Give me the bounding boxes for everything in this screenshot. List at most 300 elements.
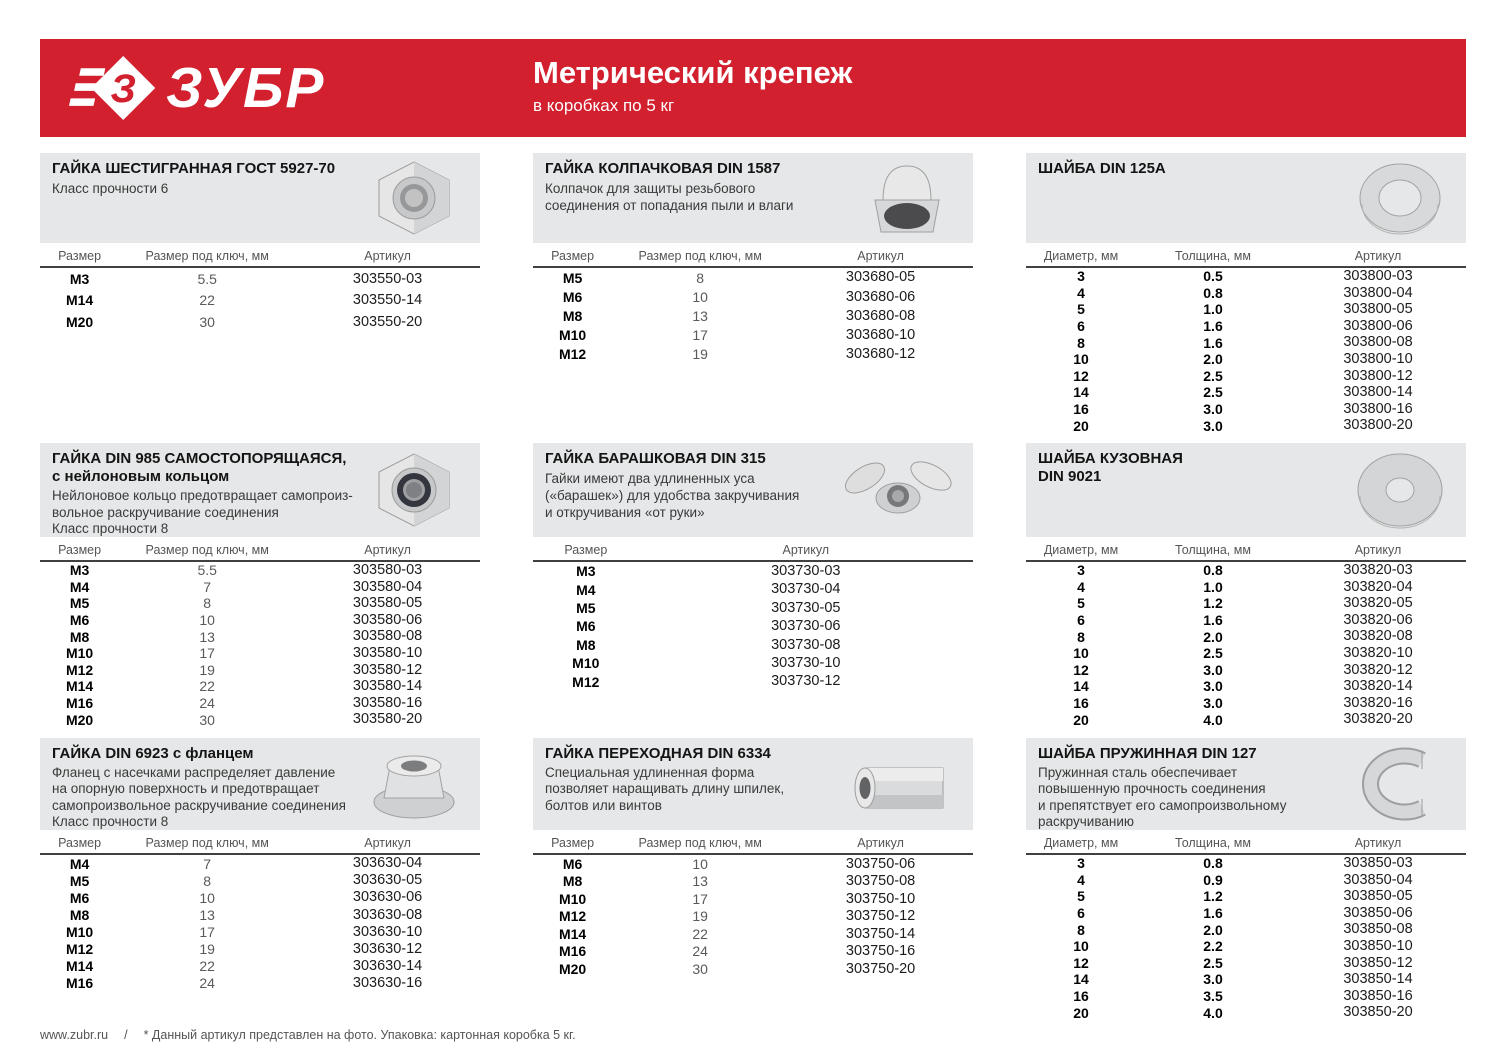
table-cell: M8	[69, 906, 90, 923]
product-description-line: болтов или винтов	[545, 797, 662, 813]
table-cell: 16	[1073, 695, 1089, 712]
table-cell: M14	[65, 292, 94, 309]
column-header: Размер	[58, 248, 102, 263]
product-description-line: раскручиванию	[1038, 814, 1135, 830]
table-cell: 303680-08	[845, 307, 916, 324]
product-description-line: Класс прочности 8	[52, 521, 169, 537]
table-cell: 303800-16	[1343, 400, 1413, 417]
product-description-line: Нейлоновое кольцо предотвращает самопроиз-	[52, 488, 353, 503]
table-row	[1026, 401, 1466, 418]
product-title: ГАЙКА ШЕСТИГРАННАЯ ГОСТ 5927-70	[52, 160, 336, 177]
column-header: Размер	[564, 542, 608, 557]
product-info-panel	[533, 443, 973, 537]
footer-separator: /	[124, 1028, 128, 1042]
table-cell: M12	[558, 346, 587, 363]
table-cell: 19	[692, 908, 708, 925]
table-cell: M16	[65, 975, 94, 992]
cap-nut-photo	[851, 158, 963, 238]
table-row	[533, 873, 973, 891]
table-cell: 303580-14	[352, 678, 423, 695]
column-header: Диаметр, мм	[1043, 248, 1119, 263]
product-size-table	[40, 855, 480, 992]
table-cell: 30	[199, 711, 215, 728]
table-row	[1026, 711, 1466, 728]
table-cell: 24	[199, 695, 215, 712]
table-row	[1026, 921, 1466, 938]
product-card-wing-nut-din-315	[533, 443, 973, 691]
table-cell: 3.0	[1203, 417, 1223, 434]
table-row	[1026, 855, 1466, 872]
table-cell: 24	[199, 975, 215, 992]
table-cell: 303580-20	[352, 711, 423, 728]
product-card-lock-nut-din-985	[40, 443, 480, 728]
table-cell: 13	[692, 873, 708, 890]
product-description-line: соединения от попадания пыли и влаги	[545, 198, 794, 213]
product-info-panel	[1026, 153, 1466, 243]
table-cell: 12	[1073, 661, 1089, 678]
product-card-spring-washer-din-127	[1026, 738, 1466, 1021]
table-cell: M5	[576, 599, 596, 616]
table-cell: 303820-06	[1343, 611, 1413, 628]
table-row	[40, 940, 480, 957]
table-column-headers	[533, 245, 973, 268]
table-cell: 303580-08	[352, 628, 423, 645]
table-cell: 19	[692, 346, 708, 363]
table-cell: 303550-20	[352, 313, 423, 330]
table-cell: M12	[572, 673, 600, 690]
table-cell: 2.0	[1203, 628, 1223, 645]
svg-text:З: З	[110, 67, 136, 112]
table-row	[533, 890, 973, 908]
table-cell: 303800-14	[1343, 384, 1413, 401]
column-header: Толщина, мм	[1175, 835, 1251, 850]
table-cell: 5	[1077, 301, 1085, 318]
table-column-headers	[1026, 245, 1466, 268]
table-cell: 303580-16	[352, 694, 423, 711]
table-cell: M16	[558, 943, 587, 960]
table-cell: 2.2	[1203, 938, 1223, 955]
table-cell: M8	[69, 628, 90, 645]
product-description-line: Класс прочности 8	[52, 814, 169, 830]
table-cell: 303750-06	[845, 855, 916, 872]
table-cell: 30	[199, 313, 215, 330]
column-header: Артикул	[1354, 835, 1402, 850]
table-cell: M3	[69, 562, 90, 579]
table-cell: 17	[199, 923, 215, 940]
table-cell: 303680-06	[845, 288, 916, 305]
table-cell: 6	[1077, 612, 1085, 629]
table-cell: 5.5	[197, 270, 217, 287]
table-cell: M6	[562, 855, 583, 872]
table-cell: 303850-08	[1343, 921, 1413, 938]
table-cell: 303680-12	[845, 346, 916, 363]
column-header: Толщина, мм	[1175, 248, 1251, 263]
product-title: ГАЙКА ПЕРЕХОДНАЯ DIN 6334	[545, 745, 771, 762]
product-size-table	[1026, 855, 1466, 1021]
product-info-panel	[1026, 443, 1466, 537]
product-info-panel	[40, 738, 480, 830]
table-cell: 24	[692, 943, 708, 960]
flat-washer-photo	[1344, 158, 1456, 238]
product-card-flange-nut-din-6923	[40, 738, 480, 992]
table-cell: 303750-08	[845, 873, 916, 889]
table-cell: 3	[1077, 268, 1085, 285]
table-cell: 303820-05	[1343, 595, 1413, 612]
table-cell: 303750-12	[845, 908, 916, 924]
product-description-line: самопроизвольное раскручивание соединения	[52, 797, 346, 813]
product-title: DIN 9021	[1038, 468, 1102, 485]
table-cell: 303800-06	[1343, 317, 1413, 334]
table-cell: 303630-08	[352, 906, 423, 923]
table-row	[1026, 628, 1466, 645]
table-row	[40, 695, 480, 712]
table-cell: 0.9	[1203, 871, 1223, 888]
table-row	[1026, 318, 1466, 335]
table-cell: 3.0	[1203, 661, 1223, 678]
table-row	[40, 855, 480, 872]
table-row	[1026, 645, 1466, 662]
table-cell: 2.5	[1203, 384, 1223, 401]
table-cell: 20	[1073, 711, 1089, 728]
table-row	[533, 925, 973, 943]
table-cell: M3	[576, 563, 596, 580]
table-cell: 303800-04	[1343, 284, 1413, 301]
page-title: Метрический крепеж	[533, 55, 853, 90]
table-cell: 17	[692, 890, 708, 907]
table-cell: 1.6	[1203, 334, 1223, 351]
table-row	[533, 654, 973, 672]
table-cell: 8	[1077, 921, 1085, 938]
table-cell: 303820-16	[1343, 694, 1413, 711]
table-cell: 2.0	[1203, 351, 1223, 368]
table-cell: M10	[65, 645, 94, 662]
table-cell: 4.0	[1203, 711, 1223, 728]
table-cell: 0.8	[1203, 284, 1223, 301]
table-cell: 303800-10	[1343, 351, 1413, 368]
table-cell: 303850-03	[1343, 855, 1413, 872]
table-row	[40, 612, 480, 629]
table-cell: M12	[558, 908, 587, 925]
column-header: Размер под ключ, мм	[145, 248, 269, 263]
spring-washer-photo	[1344, 744, 1456, 824]
product-title: ШАЙБА ПРУЖИННАЯ DIN 127	[1038, 745, 1257, 762]
table-cell: 303630-04	[352, 855, 423, 872]
column-header: Артикул	[782, 542, 830, 557]
table-cell: 2.5	[1203, 645, 1223, 662]
product-info-panel	[1026, 738, 1466, 830]
product-description-line: Гайки имеют два удлиненных уса	[545, 471, 755, 486]
table-cell: 10	[692, 288, 708, 305]
table-cell: 7	[203, 578, 212, 595]
product-size-table	[1026, 562, 1466, 728]
table-cell: 303730-08	[771, 636, 841, 653]
product-description-line: вольное раскручивание соединения	[52, 504, 279, 520]
table-cell: M14	[65, 958, 94, 975]
table-cell: 303820-03	[1343, 562, 1413, 579]
table-row	[533, 599, 973, 617]
product-description-line: и препятствует его самопроизвольному	[1038, 797, 1287, 813]
table-row	[1026, 334, 1466, 351]
table-row	[1026, 285, 1466, 302]
table-cell: 20	[1073, 1004, 1089, 1021]
product-size-table	[533, 268, 973, 364]
product-card-washer-din-125a	[1026, 153, 1466, 434]
table-cell: 303580-03	[352, 562, 423, 579]
table-row	[533, 617, 973, 635]
product-card-cap-nut-din-1587	[533, 153, 973, 364]
table-cell: M14	[558, 925, 587, 942]
table-cell: M5	[69, 595, 90, 612]
table-row	[40, 562, 480, 579]
table-row	[40, 923, 480, 940]
product-description-line: Пружинная сталь обеспечивает	[1038, 765, 1238, 780]
table-cell: 303730-03	[771, 562, 841, 579]
table-cell: 14	[1073, 971, 1089, 988]
table-cell: 22	[199, 292, 215, 309]
product-description-line: повышенную прочность соединения	[1038, 781, 1266, 797]
column-header: Размер под ключ, мм	[638, 248, 762, 263]
table-row	[533, 306, 973, 325]
table-cell: 1.6	[1203, 905, 1223, 922]
table-cell: M3	[69, 270, 90, 287]
table-cell: 8	[203, 595, 212, 612]
table-row	[1026, 955, 1466, 972]
table-row	[1026, 1004, 1466, 1021]
product-description-line: на опорную поверхность и предотвращает	[52, 781, 320, 797]
table-row	[1026, 579, 1466, 596]
table-cell: 303750-20	[845, 960, 916, 977]
table-cell: 303730-06	[771, 618, 841, 635]
table-cell: 1.2	[1203, 595, 1223, 612]
table-cell: 303850-14	[1343, 971, 1413, 988]
table-cell: 13	[199, 628, 215, 645]
table-cell: 17	[199, 645, 215, 662]
column-header: Размер под ключ, мм	[145, 835, 269, 850]
table-row	[533, 943, 973, 961]
table-cell: 303800-20	[1343, 417, 1413, 434]
table-cell: 22	[692, 925, 708, 942]
product-info-panel	[40, 443, 480, 537]
table-cell: 303750-14	[845, 925, 916, 942]
table-cell: 303580-05	[352, 595, 423, 612]
table-cell: 303580-06	[352, 611, 423, 628]
table-cell: 22	[199, 958, 215, 975]
page-subtitle: в коробках по 5 кг	[533, 96, 675, 115]
table-row	[1026, 905, 1466, 922]
table-cell: 4	[1077, 284, 1085, 301]
table-row	[40, 645, 480, 662]
table-cell: M5	[562, 269, 583, 286]
table-row	[1026, 562, 1466, 579]
table-cell: 12	[1073, 954, 1089, 971]
zubr-logo-text: ЗУБР	[166, 55, 326, 120]
table-cell: 10	[199, 612, 215, 629]
table-cell: M12	[65, 941, 94, 958]
table-cell: 303850-05	[1343, 888, 1413, 905]
product-title: ГАЙКА DIN 6923 с фланцем	[52, 745, 254, 762]
table-cell: 8	[203, 872, 212, 889]
table-cell: 303680-10	[845, 326, 916, 343]
table-row	[1026, 595, 1466, 612]
table-cell: 303580-10	[352, 645, 423, 662]
column-header: Размер под ключ, мм	[638, 835, 762, 850]
table-row	[40, 906, 480, 923]
table-cell: M14	[65, 678, 94, 695]
product-title: с нейлоновым кольцом	[52, 468, 230, 485]
table-cell: 2.0	[1203, 921, 1223, 938]
table-cell: 2.5	[1203, 954, 1223, 971]
column-header: Размер под ключ, мм	[145, 542, 269, 557]
table-row	[1026, 384, 1466, 401]
table-cell: M10	[65, 923, 94, 940]
column-header: Артикул	[364, 248, 411, 263]
table-row	[533, 672, 973, 690]
table-row	[1026, 678, 1466, 695]
table-cell: 4	[1077, 578, 1085, 595]
table-column-headers	[40, 539, 480, 562]
table-row	[40, 268, 480, 290]
table-cell: 303730-10	[771, 654, 841, 671]
table-cell: 303820-08	[1343, 628, 1413, 645]
table-cell: M10	[558, 890, 587, 907]
table-cell: M4	[69, 855, 90, 872]
table-cell: 303800-05	[1343, 301, 1413, 318]
table-cell: M20	[558, 960, 587, 977]
table-cell: M16	[65, 695, 94, 712]
table-cell: M4	[69, 578, 90, 595]
product-size-table	[533, 562, 973, 691]
table-column-headers	[40, 245, 480, 268]
table-cell: 0.5	[1203, 268, 1223, 285]
table-row	[1026, 268, 1466, 285]
table-row	[40, 711, 480, 728]
product-card-hex-nut-gost-5927-70	[40, 153, 480, 333]
product-size-table	[40, 562, 480, 728]
product-size-table	[533, 855, 973, 978]
column-header: Размер	[551, 248, 595, 263]
table-row	[1026, 301, 1466, 318]
table-cell: 13	[692, 307, 708, 324]
table-cell: 303680-05	[845, 269, 916, 286]
table-cell: 303850-20	[1343, 1004, 1413, 1021]
table-row	[1026, 695, 1466, 712]
table-cell: 303630-06	[352, 889, 423, 906]
table-cell: M20	[65, 711, 94, 728]
table-cell: 303550-14	[352, 292, 423, 308]
table-cell: 17	[692, 327, 708, 344]
zubr-logo-icon	[62, 55, 158, 121]
table-row	[40, 662, 480, 679]
table-cell: 303630-05	[352, 872, 423, 889]
product-title: ГАЙКА БАРАШКОВАЯ DIN 315	[545, 450, 766, 467]
table-cell: 303850-10	[1343, 938, 1413, 955]
table-cell: 303800-08	[1343, 334, 1413, 351]
table-cell: 10	[1073, 645, 1089, 662]
column-header: Артикул	[364, 542, 411, 557]
table-column-headers	[40, 832, 480, 855]
table-column-headers	[533, 539, 973, 562]
product-title: ГАЙКА КОЛПАЧКОВАЯ DIN 1587	[545, 160, 781, 177]
table-cell: 0.8	[1203, 562, 1223, 579]
wing-nut-photo	[833, 450, 963, 530]
table-row	[533, 345, 973, 364]
table-cell: 3.0	[1203, 971, 1223, 988]
table-cell: 3.0	[1203, 695, 1223, 712]
table-cell: 22	[199, 678, 215, 695]
table-cell: 3.0	[1203, 401, 1223, 418]
table-cell: 8	[1077, 334, 1085, 351]
product-info-panel	[40, 153, 480, 243]
table-cell: M6	[562, 288, 583, 305]
product-title: ШАЙБА DIN 125A	[1038, 160, 1166, 177]
table-column-headers	[533, 832, 973, 855]
column-header: Размер	[58, 835, 102, 850]
product-description-line: позволяет наращивать длину шпилек,	[545, 781, 785, 797]
table-cell: M6	[69, 889, 90, 906]
table-row	[1026, 938, 1466, 955]
table-cell: 303580-12	[352, 661, 423, 678]
table-row	[533, 562, 973, 580]
table-row	[1026, 351, 1466, 368]
table-row	[40, 678, 480, 695]
column-header: Толщина, мм	[1175, 542, 1251, 557]
table-cell: 303850-06	[1343, 904, 1413, 921]
table-row	[1026, 988, 1466, 1005]
table-cell: 3	[1077, 562, 1085, 579]
table-cell: M6	[69, 612, 90, 629]
table-cell: 10	[1073, 938, 1089, 955]
table-cell: 16	[1073, 988, 1089, 1005]
table-cell: 303630-10	[352, 923, 423, 940]
table-cell: 1.0	[1203, 301, 1223, 318]
table-cell: 10	[692, 855, 708, 872]
table-cell: M20	[65, 313, 94, 330]
table-row	[40, 579, 480, 596]
table-cell: 303820-14	[1343, 678, 1413, 695]
nylon-lock-nut-photo	[358, 448, 470, 532]
column-header: Артикул	[364, 835, 411, 850]
table-cell: 2.5	[1203, 367, 1223, 384]
fender-washer-photo	[1344, 448, 1456, 532]
table-cell: 3	[1077, 855, 1085, 872]
table-cell: 303800-03	[1343, 268, 1413, 285]
table-cell: 5	[1077, 888, 1085, 905]
table-cell: 4	[1077, 871, 1085, 888]
table-cell: 8	[1077, 628, 1085, 645]
website-url: www.zubr.ru	[40, 1028, 109, 1042]
table-cell: 8	[696, 269, 705, 286]
table-cell: 303820-10	[1343, 645, 1413, 662]
table-row	[533, 287, 973, 306]
table-column-headers	[1026, 539, 1466, 562]
column-header: Диаметр, мм	[1043, 835, 1119, 850]
table-cell: 19	[199, 661, 215, 678]
table-cell: M8	[576, 636, 596, 653]
table-cell: 303730-05	[771, 599, 841, 616]
table-cell: 6	[1077, 318, 1085, 335]
table-cell: 5.5	[197, 562, 217, 579]
product-description-line: («барашек») для удобства закручивания	[545, 488, 800, 503]
coupling-nut-photo	[839, 744, 963, 824]
table-cell: 12	[1073, 367, 1089, 384]
table-row	[40, 628, 480, 645]
product-size-table	[1026, 268, 1466, 434]
table-cell: 303730-12	[771, 673, 841, 690]
banner-titles	[533, 55, 852, 116]
table-cell: M8	[562, 873, 583, 890]
table-cell: 4.0	[1203, 1004, 1223, 1021]
column-header: Размер	[551, 835, 595, 850]
